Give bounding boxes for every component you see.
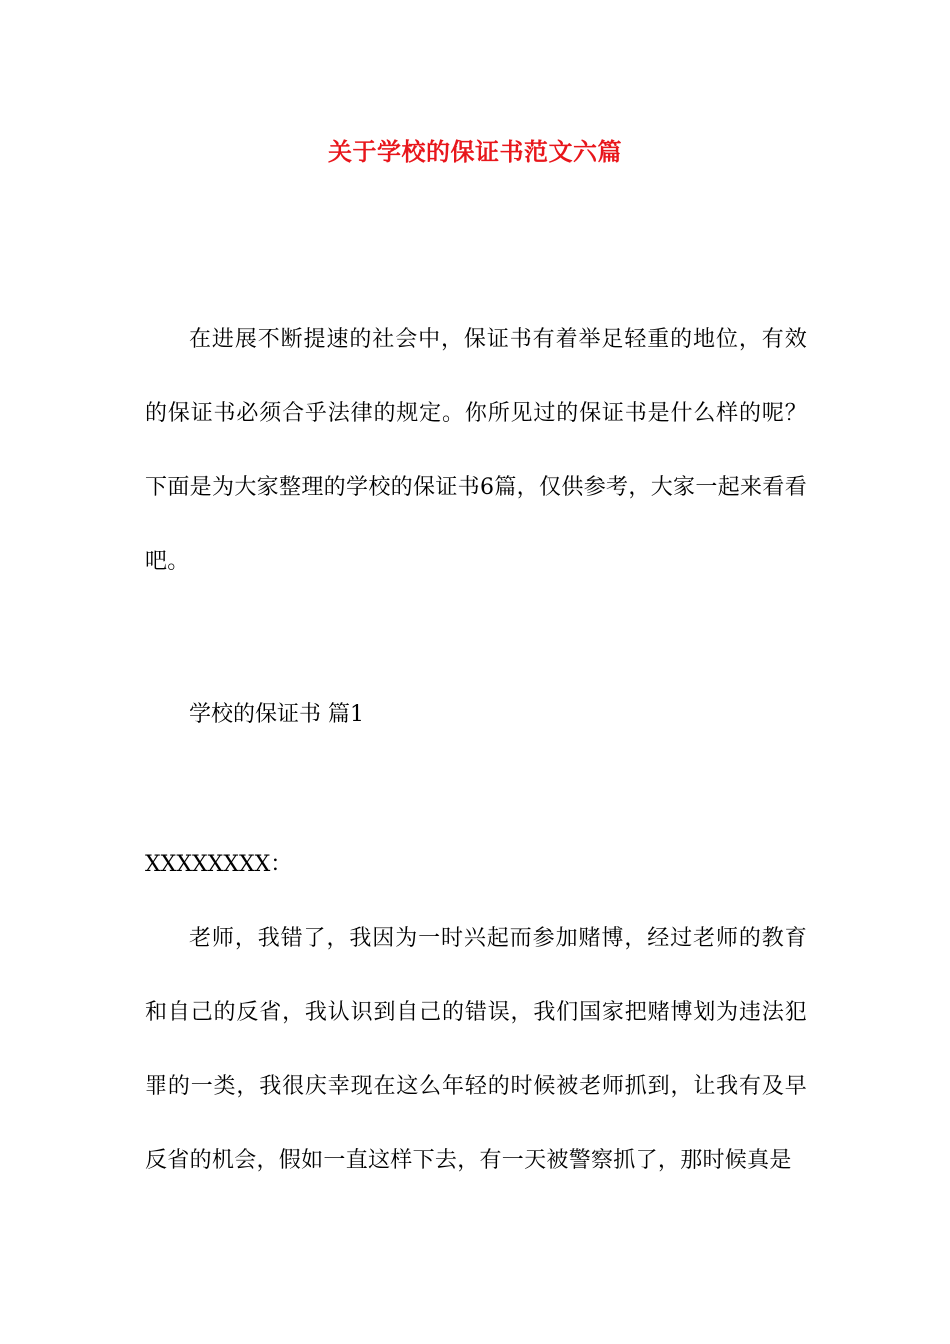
section-heading: 学校的保证书 篇1 xyxy=(189,702,364,727)
intro-paragraph: 在进展不断提速的社会中，保证书有着举足轻重的地位，有效的保证书必须合乎法律的规定。你所见过的保证书是什么样的呢？下面是为大家整理的学校的保证书6篇，仅供参考，大家一起来看看吧。 xyxy=(145,327,807,574)
body-paragraph: 老师，我错了，我因为一时兴起而参加赌博，经过老师的教育和自己的反省，我认识到自己的错误，我们国家把赌博划为违法犯罪的一类，我很庆幸现在这么年轻的时候被老师抓到，让我有及早反省的机会，假如一直这样下去，有一天被警察抓了，那时候真是 xyxy=(145,926,807,1173)
salutation: XXXXXXXX： xyxy=(145,852,293,877)
document-title: 关于学校的保证书范文六篇 xyxy=(328,137,622,166)
